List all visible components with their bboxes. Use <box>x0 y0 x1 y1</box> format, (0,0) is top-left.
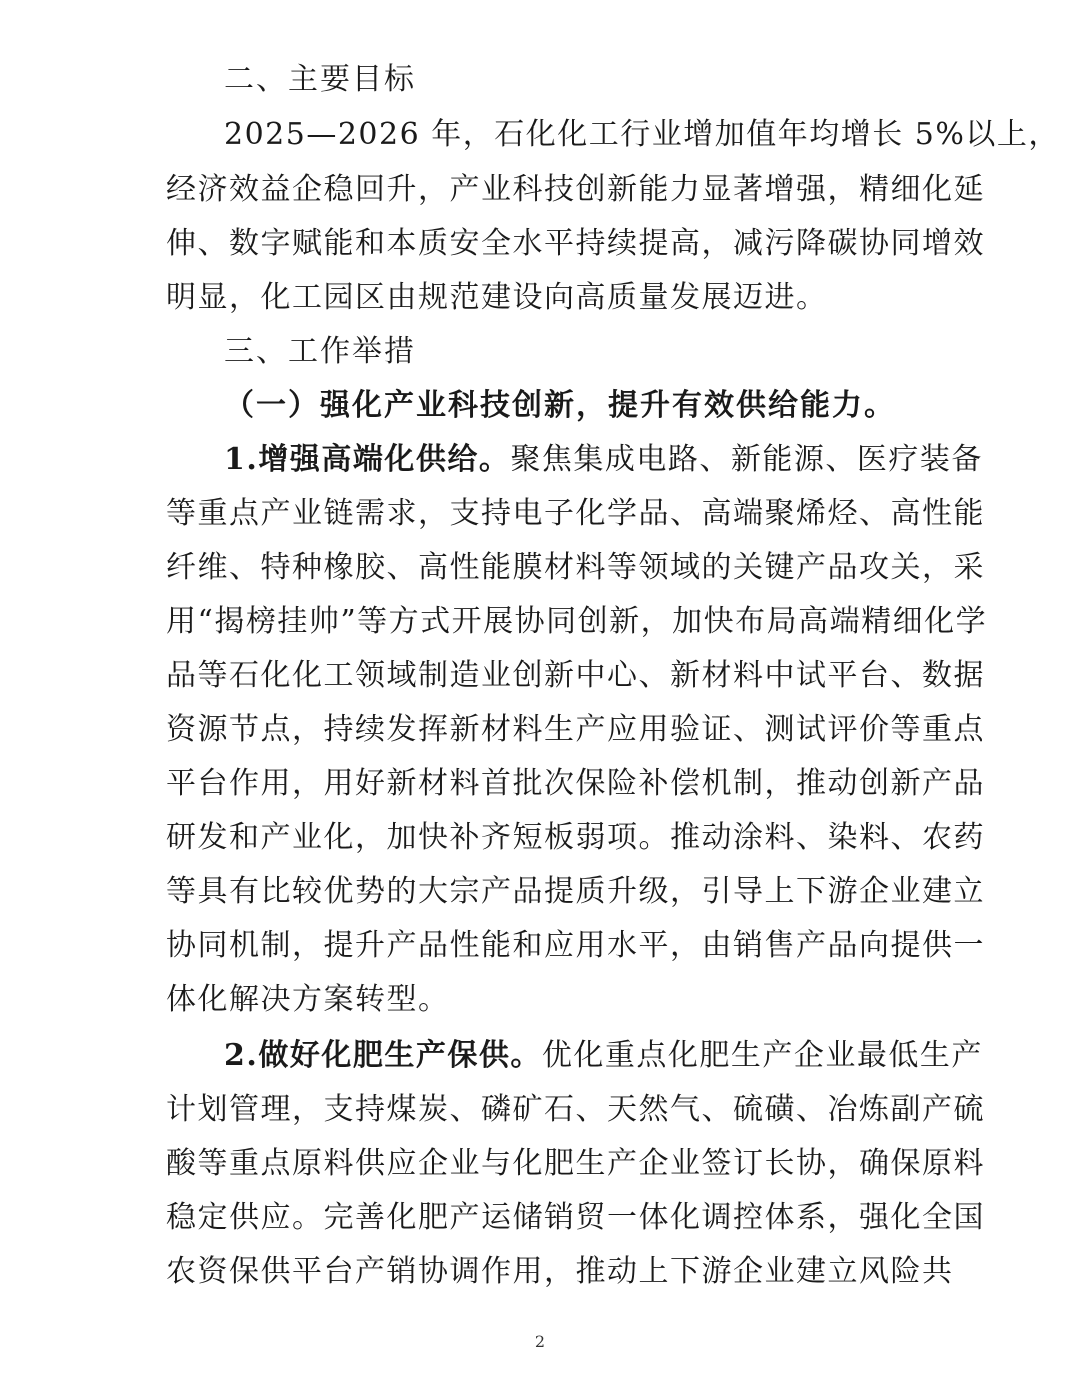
paragraph-line: 农资保供平台产销协调作用，推动上下游企业建立风险共 <box>166 1254 954 1289</box>
section-heading-goals: 二、主要目标 <box>224 62 416 97</box>
item-first-line <box>224 440 983 480</box>
paragraph-line: 协同机制，提升产品性能和应用水平，由销售产品向提供一 <box>166 928 985 963</box>
paragraph-line: 酸等重点原料供应企业与化肥生产企业签订长协，确保原料 <box>166 1146 985 1181</box>
paragraph-line: 纤维、特种橡胶、高性能膜材料等领域的关键产品攻关，采 <box>166 550 985 585</box>
paragraph-line: 体化解决方案转型。 <box>166 982 450 1017</box>
paragraph-line: 平台作用，用好新材料首批次保险补偿机制，推动创新产品 <box>166 766 985 801</box>
paragraph-line: 经济效益企稳回升，产业科技创新能力显著增强，精细化延 <box>166 172 985 207</box>
paragraph-line: 研发和产业化，加快补齐短板弱项。推动涂料、染料、农药 <box>166 820 985 855</box>
paragraph-line: 明显，化工园区由规范建设向高质量发展迈进。 <box>166 280 828 315</box>
paragraph-line: 伸、数字赋能和本质安全水平持续提高，减污降碳协同增效 <box>166 226 985 261</box>
item-lead-2: 2.做好化肥生产保供。 <box>224 1038 542 1073</box>
item-first-line <box>224 1036 983 1076</box>
paragraph-line: 稳定供应。完善化肥产运储销贸一体化调控体系，强化全国 <box>166 1200 985 1235</box>
paragraph-line: 用“揭榜挂帅”等方式开展协同创新，加快布局高端精细化学 <box>166 604 988 639</box>
paragraph-line: 等重点产业链需求，支持电子化学品、高端聚烯烃、高性能 <box>166 496 985 531</box>
item-text: 聚焦集成电路、新能源、医疗装备 <box>510 442 983 477</box>
paragraph-line: 等具有比较优势的大宗产品提质升级，引导上下游企业建立 <box>166 874 985 909</box>
paragraph-line: 品等石化化工领域制造业创新中心、新材料中试平台、数据 <box>166 658 985 693</box>
paragraph-line: 计划管理，支持煤炭、磷矿石、天然气、硫磺、冶炼副产硫 <box>166 1092 985 1127</box>
page-number: 2 <box>534 1332 546 1351</box>
paragraph-line: 资源节点，持续发挥新材料生产应用验证、测试评价等重点 <box>166 712 985 747</box>
section-heading-measures: 三、工作举措 <box>224 334 416 369</box>
item-lead-1: 1.增强高端化供给。 <box>224 442 511 477</box>
paragraph-line: 2025—2026 年，石化化工行业增加值年均增长 5%以上， <box>224 117 1060 152</box>
item-text: 优化重点化肥生产企业最低生产 <box>541 1038 983 1073</box>
subsection-heading-1: （一）强化产业科技创新，提升有效供给能力。 <box>224 388 896 423</box>
